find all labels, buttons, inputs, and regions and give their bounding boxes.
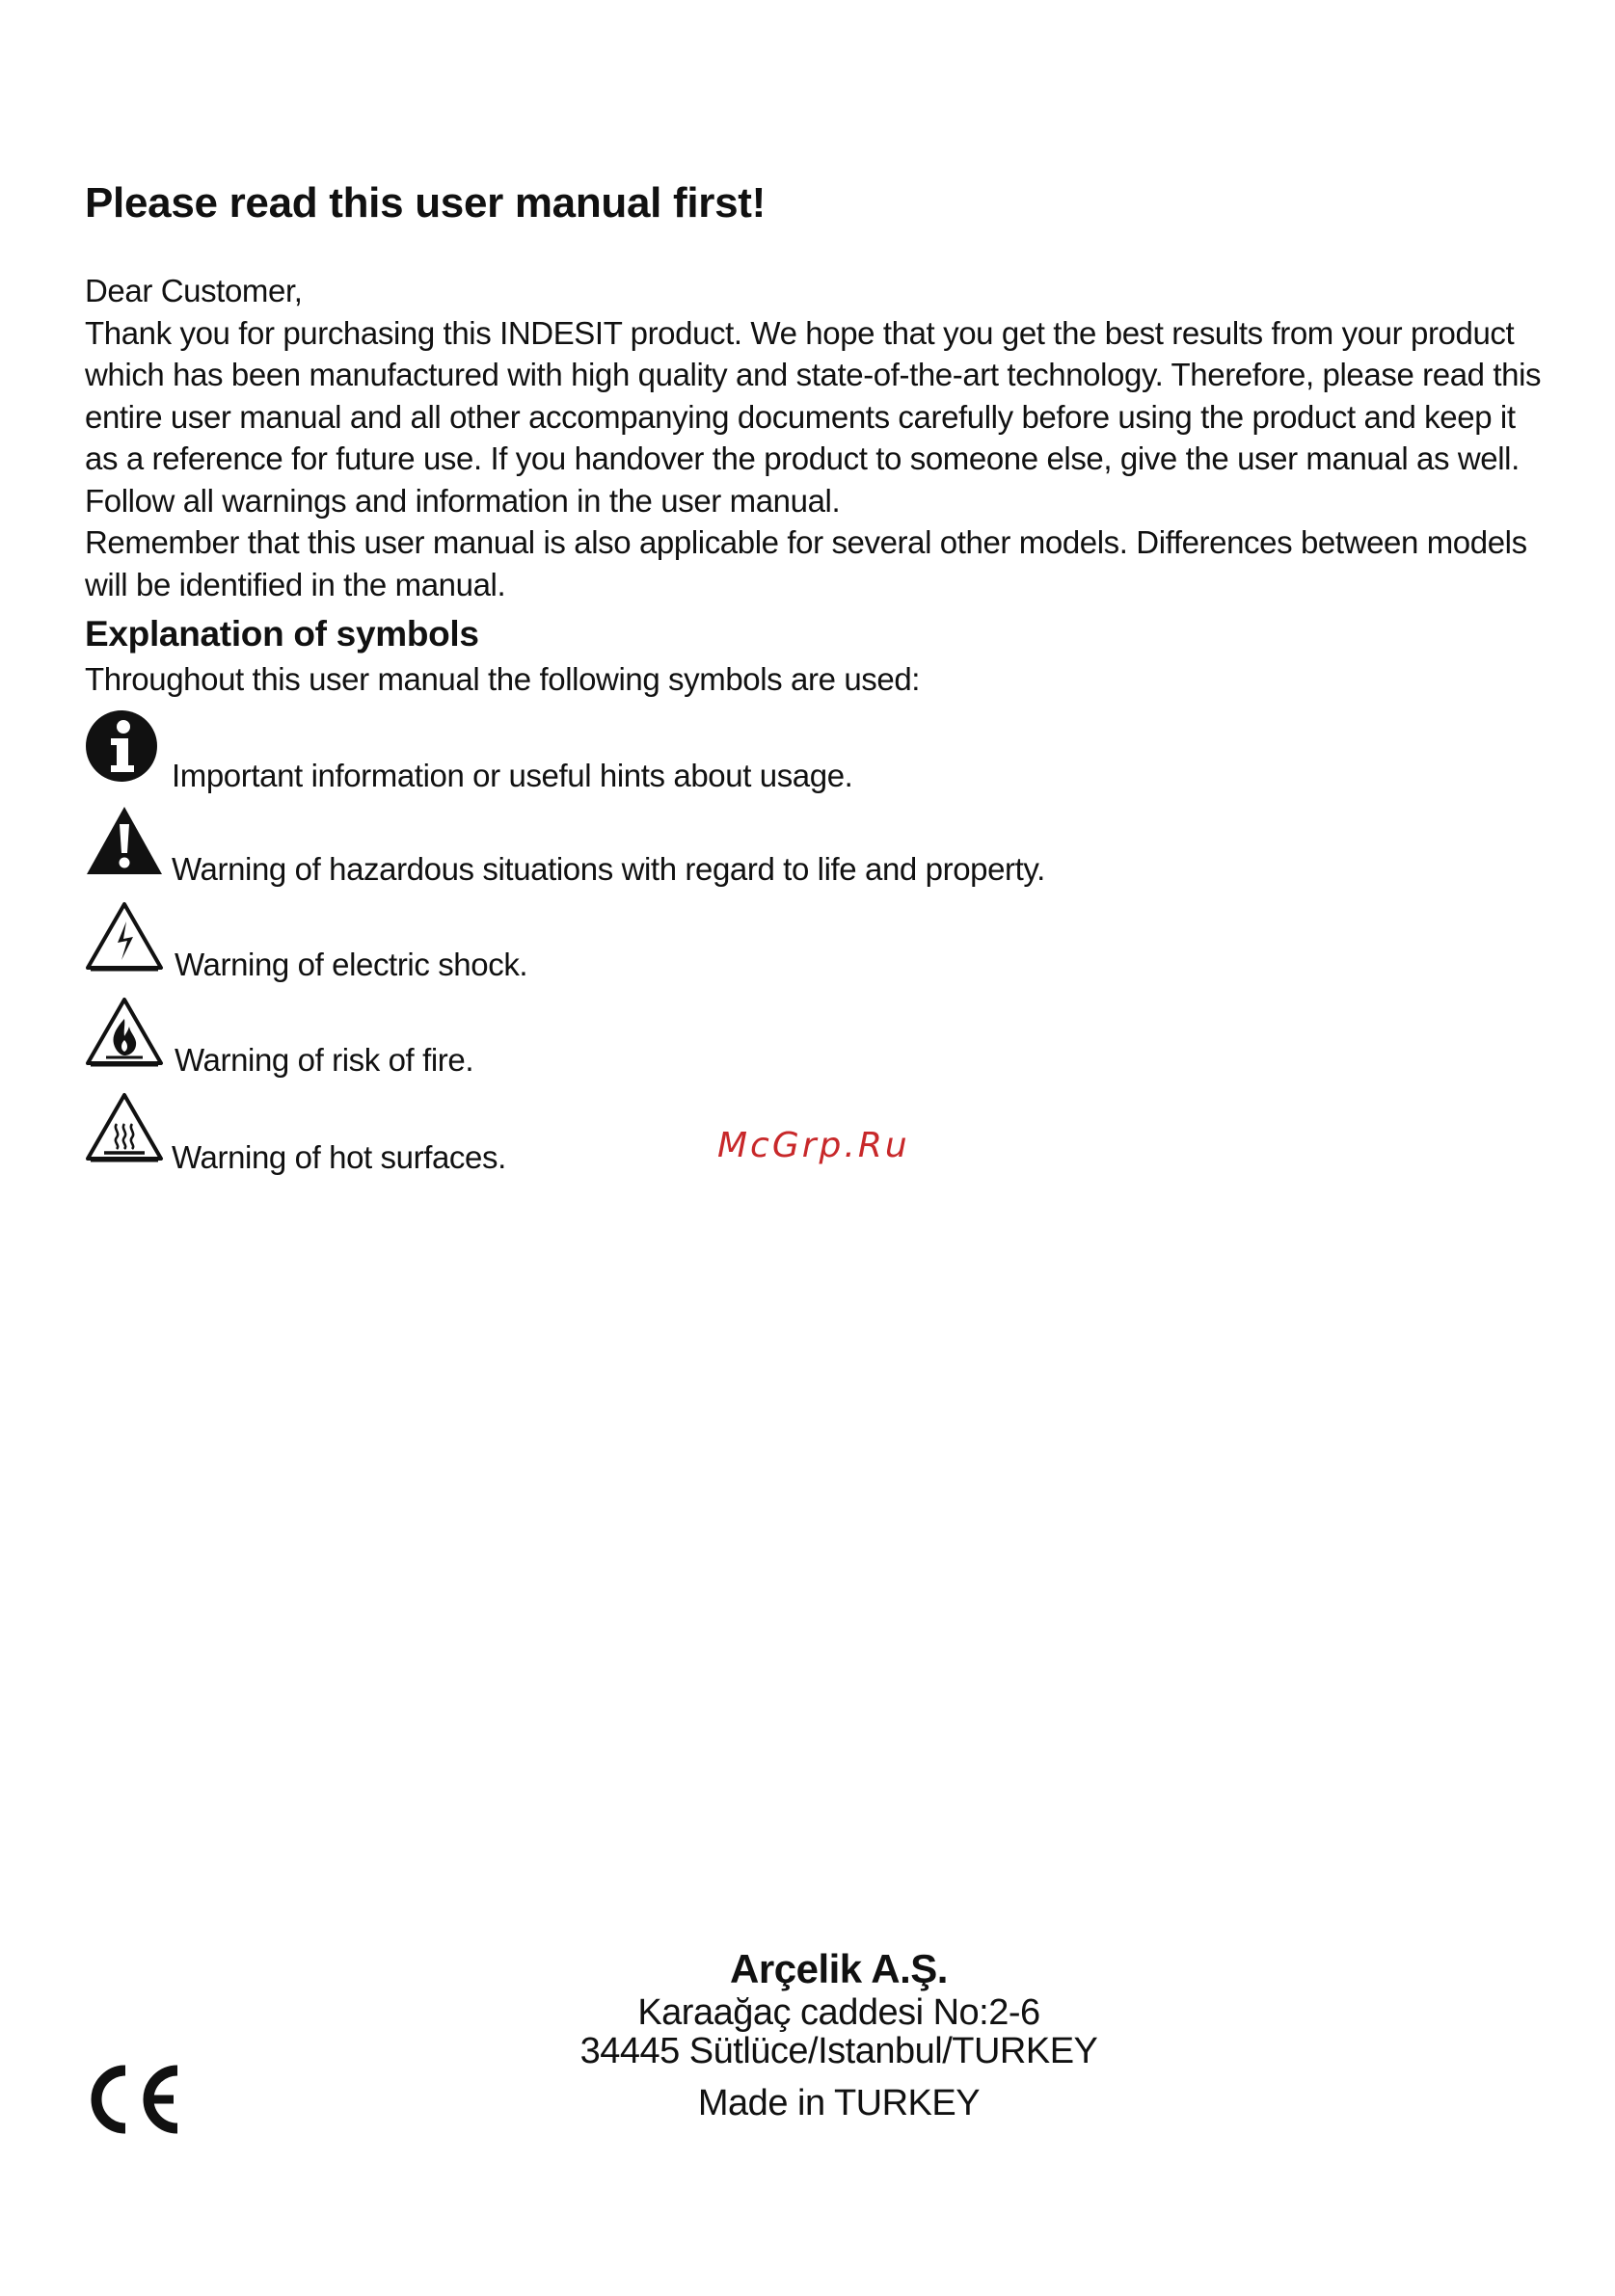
symbol-row-warning bbox=[85, 803, 1242, 890]
symbols-heading: Explanation of symbols bbox=[85, 614, 479, 654]
greeting: Dear Customer, bbox=[85, 273, 303, 308]
info-icon bbox=[85, 709, 172, 796]
symbol-row-fire bbox=[85, 994, 1242, 1081]
symbols-intro: Throughout this user manual the following symbols are used: bbox=[85, 661, 921, 697]
symbol-label-electric: Warning of electric shock. bbox=[175, 947, 528, 982]
address-line-2: 34445 Sütlüce/Istanbul/TURKEY bbox=[579, 2031, 1098, 2071]
symbol-label-hot-surface: Warning of hot surfaces. bbox=[172, 1139, 506, 1175]
company-name: Arçelik A.Ş. bbox=[730, 1946, 948, 1991]
symbol-row-hot-surface bbox=[85, 1089, 1242, 1176]
page-title: Please read this user manual first! bbox=[85, 179, 767, 227]
hot-surface-icon bbox=[85, 1091, 172, 1178]
symbol-label-fire: Warning of risk of fire. bbox=[175, 1042, 474, 1078]
warning-icon bbox=[85, 805, 172, 892]
symbol-label-info: Important information or useful hints about usage. bbox=[172, 758, 853, 793]
symbol-row-electric bbox=[85, 898, 1242, 985]
ce-mark-icon bbox=[83, 2063, 183, 2136]
symbol-label-warning: Warning of hazardous situations with regard to life and property. bbox=[172, 851, 1045, 887]
electric-shock-icon bbox=[85, 900, 172, 987]
made-in: Made in TURKEY bbox=[697, 2083, 981, 2123]
watermark: McGrp.Ru bbox=[717, 1126, 910, 1165]
company-address-block bbox=[521, 1945, 1157, 2122]
symbol-row-info bbox=[85, 707, 1242, 794]
intro-paragraph-2: Remember that this user manual is also applicable for several other models. Differences between models will be identified in the manual. bbox=[85, 524, 1527, 602]
address-line-1: Karaağaç caddesi No:2-6 bbox=[637, 1992, 1040, 2033]
fire-icon bbox=[85, 996, 172, 1082]
intro-paragraph-1: Thank you for purchasing this INDESIT product. We hope that you get the best results from your product which has been manufactured with high quality and state-of-the-art technology. Therefore, please read this entire user manual and all other accompanying documents carefully before using the product and keep it as a reference for future use. If you handover the product to someone else, give the user manual as well. Follow all warnings and information in the user manual. bbox=[85, 314, 1542, 519]
intro-text bbox=[85, 270, 1550, 605]
